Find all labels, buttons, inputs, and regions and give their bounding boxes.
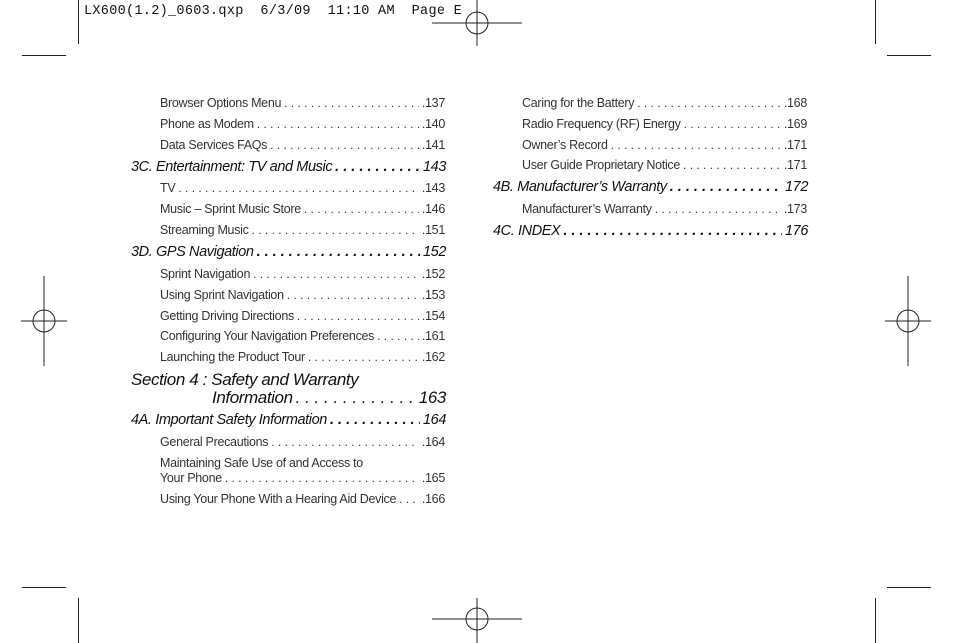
crop-mark (22, 55, 66, 56)
toc-entry-page: .169 (783, 117, 807, 131)
crop-mark (875, 0, 876, 44)
chapter-heading (131, 159, 446, 175)
chapter-heading-label: 4A. Important Safety Information (131, 412, 327, 428)
toc-entry (522, 158, 807, 172)
toc-entry (160, 288, 445, 302)
toc-entry-label: Owner’s Record (522, 138, 608, 152)
dot-leader (563, 223, 782, 239)
toc-entry (160, 117, 445, 131)
chapter-heading-label: 3D. GPS Navigation (131, 244, 254, 260)
section-heading-line2: Information (212, 388, 293, 407)
dot-leader (670, 179, 782, 195)
chapter-heading-label: 4B. Manufacturer’s Warranty (493, 179, 667, 195)
toc-entry (160, 435, 445, 449)
toc-entry-page: .152 (421, 267, 445, 281)
toc-entry (160, 267, 445, 281)
toc-entry (160, 181, 445, 195)
toc-entry-page: .151 (421, 223, 445, 237)
dot-leader (296, 388, 416, 408)
dot-leader (655, 202, 781, 216)
dot-leader (253, 267, 419, 281)
section-heading-line1: Section 4 : Safety and Warranty (131, 370, 359, 389)
toc-entry-page: .140 (421, 117, 445, 131)
toc-entry-label: Phone as Modem (160, 117, 254, 131)
toc-entry-label: Music – Sprint Music Store (160, 202, 301, 216)
toc-entry-page: .162 (421, 350, 445, 364)
crop-mark (78, 0, 79, 44)
dot-leader (611, 138, 781, 152)
chapter-heading-page: 143 (423, 159, 446, 175)
toc-entry-label: Using Sprint Navigation (160, 288, 284, 302)
crop-mark (887, 55, 931, 56)
toc-entry-label: Sprint Navigation (160, 267, 251, 281)
crop-mark (78, 598, 79, 643)
toc-entry (160, 492, 445, 506)
section-heading-page: 163 (418, 388, 446, 407)
chapter-heading (493, 179, 808, 195)
registration-mark-icon (21, 276, 67, 366)
toc-entry-page: .171 (783, 158, 807, 172)
dot-leader (684, 117, 781, 131)
chapter-heading-label: 3C. Entertainment: TV and Music (131, 159, 333, 175)
toc-entry (160, 96, 445, 110)
toc-entry (160, 309, 445, 323)
dot-leader (637, 96, 781, 110)
registration-mark-icon (432, 598, 522, 643)
toc-entry-page: .161 (421, 329, 445, 343)
toc-entry (160, 329, 445, 343)
crop-mark (887, 587, 931, 588)
chapter-heading-page: 152 (423, 244, 446, 260)
toc-entry (160, 223, 445, 237)
toc-entry-label: Launching the Product Tour (160, 350, 305, 364)
dot-leader (330, 412, 420, 428)
toc-entry-label: Caring for the Battery (522, 96, 635, 110)
toc-entry (160, 350, 445, 364)
toc-entry (160, 138, 445, 152)
dot-leader (271, 435, 419, 449)
toc-entry-label: General Precautions (160, 435, 269, 449)
chapter-heading-page: 176 (785, 223, 808, 239)
toc-entry (522, 202, 807, 216)
dot-leader (335, 159, 420, 175)
toc-entry (522, 138, 807, 152)
toc-entry-label: User Guide Proprietary Notice (522, 158, 681, 172)
toc-entry-label: Configuring Your Navigation Preferences (160, 329, 375, 343)
registration-mark-icon (432, 0, 522, 46)
dot-leader (178, 181, 418, 195)
toc-entry-label: Radio Frequency (RF) Energy (522, 117, 681, 131)
toc-entry (522, 117, 807, 131)
dot-leader (257, 244, 420, 260)
registration-mark-icon (885, 276, 931, 366)
chapter-heading-page: 172 (785, 179, 808, 195)
dot-leader (257, 117, 419, 131)
toc-entry-page: .153 (421, 288, 445, 302)
print-slug: LX600(1.2)_0603.qxp 6/3/09 11:10 AM Page E (84, 4, 463, 19)
crop-mark (875, 598, 876, 643)
toc-entry-page: .173 (783, 202, 807, 216)
chapter-heading-page: 164 (423, 412, 446, 428)
dot-leader (297, 309, 419, 323)
toc-entry-page: .165 (421, 471, 445, 485)
chapter-heading (493, 223, 808, 239)
dot-leader (399, 492, 419, 506)
toc-entry-page: .171 (783, 138, 807, 152)
dot-leader (377, 329, 419, 343)
dot-leader (304, 202, 419, 216)
toc-entry-page: .137 (421, 96, 445, 110)
toc-entry-label: Manufacturer’s Warranty (522, 202, 652, 216)
dot-leader (287, 288, 419, 302)
toc-entry-page: .141 (421, 138, 445, 152)
dot-leader (225, 471, 419, 485)
section-heading (212, 388, 446, 408)
toc-entry-page: .164 (421, 435, 445, 449)
toc-entry (522, 96, 807, 110)
dot-leader (270, 138, 419, 152)
toc-entry-page: .154 (421, 309, 445, 323)
dot-leader (308, 350, 419, 364)
toc-entry-label: TV (160, 181, 176, 195)
toc-entry-label: Getting Driving Directions (160, 309, 294, 323)
toc-entry-page: .166 (421, 492, 445, 506)
toc-entry-page: .143 (421, 181, 445, 195)
chapter-heading (131, 412, 446, 428)
toc-entry-label: Streaming Music (160, 223, 249, 237)
toc-entry-line1: Maintaining Safe Use of and Access to (160, 456, 363, 470)
dot-leader (683, 158, 781, 172)
toc-entry-page: .168 (783, 96, 807, 110)
toc-entry-label: Your Phone (160, 471, 222, 485)
toc-entry (160, 202, 445, 216)
toc-entry-label: Browser Options Menu (160, 96, 282, 110)
chapter-heading (131, 244, 446, 260)
dot-leader (284, 96, 419, 110)
toc-entry-label: Data Services FAQs (160, 138, 268, 152)
crop-mark (22, 587, 66, 588)
chapter-heading-label: 4C. INDEX (493, 223, 561, 239)
toc-entry (160, 471, 445, 485)
toc-entry-label: Using Your Phone With a Hearing Aid Device (160, 492, 397, 506)
toc-entry-page: .146 (421, 202, 445, 216)
dot-leader (252, 223, 419, 237)
